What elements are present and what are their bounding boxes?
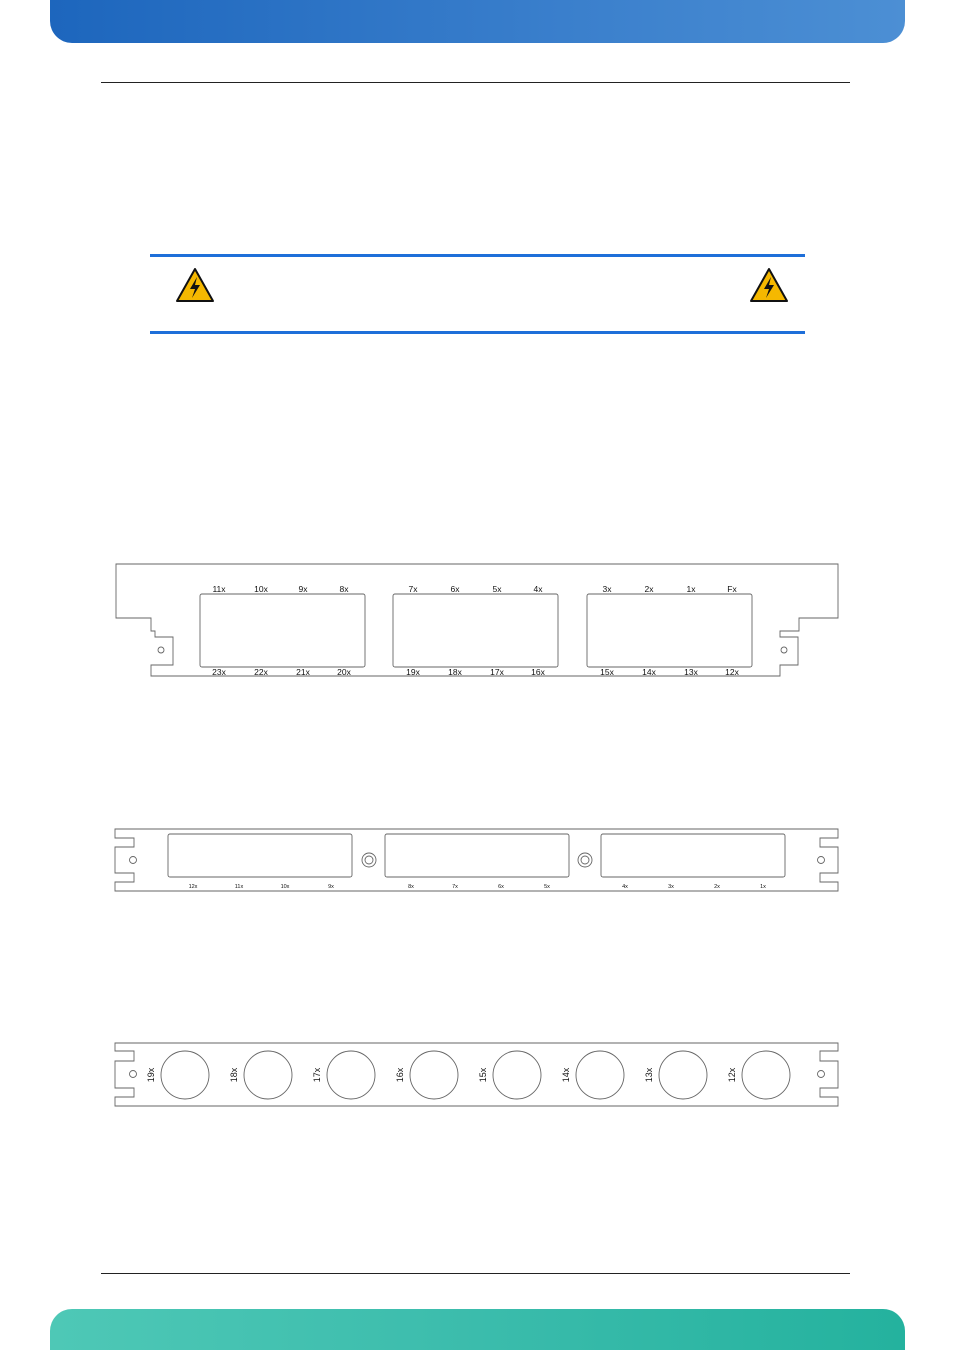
port-label: 14x — [642, 667, 656, 677]
port-label: 21x — [296, 667, 310, 677]
port-label: Fx — [727, 584, 737, 594]
panel-b-outline — [115, 829, 838, 891]
screw-hole-inner — [365, 856, 373, 864]
port-label: 2x — [714, 884, 720, 890]
panel-b — [115, 829, 838, 891]
port-label: 2x — [644, 584, 654, 594]
port-label: 5x — [544, 884, 550, 890]
round-connector-cutout — [659, 1051, 707, 1099]
round-connector-cutout — [244, 1051, 292, 1099]
port-label: 12x — [727, 1067, 737, 1083]
port-label: 8x — [408, 884, 414, 890]
port-label: 20x — [337, 667, 351, 677]
connector-cutout — [587, 594, 752, 667]
port-label: 9x — [328, 884, 334, 890]
port-label: 11x — [234, 884, 244, 890]
panel-a — [116, 564, 838, 677]
port-label: 7x — [452, 884, 458, 890]
connector-cutout — [200, 594, 365, 667]
panel-c — [115, 1043, 838, 1106]
connector-cutout — [601, 834, 785, 877]
port-label: 5x — [492, 584, 502, 594]
port-label: 10x — [254, 584, 268, 594]
round-connector-cutout — [410, 1051, 458, 1099]
port-label: 3x — [602, 584, 612, 594]
port-label: 12x — [725, 667, 739, 677]
mounting-hole — [818, 1071, 825, 1078]
port-label: 23x — [212, 667, 226, 677]
port-label: 13x — [684, 667, 698, 677]
connector-cutout — [168, 834, 352, 877]
port-label: 18x — [448, 667, 462, 677]
connector-cutout — [393, 594, 558, 667]
panel-c-ports — [146, 1051, 790, 1099]
port-label: 6x — [450, 584, 460, 594]
round-connector-cutout — [742, 1051, 790, 1099]
port-label: 4x — [622, 884, 628, 890]
port-label: 16x — [531, 667, 545, 677]
mounting-hole — [130, 1071, 137, 1078]
screw-hole-inner — [581, 856, 589, 864]
port-label: 1x — [686, 584, 696, 594]
footer-rule — [101, 1273, 850, 1274]
port-label: 6x — [498, 884, 504, 890]
screw-hole — [362, 853, 376, 867]
panel-a-top-labels — [212, 584, 737, 594]
connector-cutout — [385, 834, 569, 877]
port-label: 18x — [229, 1067, 239, 1083]
port-label: 16x — [395, 1067, 405, 1083]
mounting-hole — [158, 647, 164, 653]
panel-a-bottom-labels — [212, 667, 739, 677]
mounting-hole — [781, 647, 787, 653]
port-label: 7x — [408, 584, 418, 594]
port-label: 11x — [212, 584, 226, 594]
port-label: 1x — [760, 884, 766, 890]
screw-hole — [578, 853, 592, 867]
port-label: 14x — [561, 1067, 571, 1083]
port-label: 15x — [600, 667, 614, 677]
port-label: 17x — [312, 1067, 322, 1083]
port-label: 9x — [298, 584, 308, 594]
port-label: 4x — [533, 584, 543, 594]
port-label: 17x — [490, 667, 504, 677]
port-label: 8x — [339, 584, 349, 594]
port-label: 19x — [146, 1067, 156, 1083]
round-connector-cutout — [161, 1051, 209, 1099]
panel-a-outline — [116, 564, 838, 676]
round-connector-cutout — [576, 1051, 624, 1099]
mounting-hole — [130, 857, 137, 864]
round-connector-cutout — [327, 1051, 375, 1099]
port-label: 3x — [668, 884, 674, 890]
port-label: 19x — [406, 667, 420, 677]
round-connector-cutout — [493, 1051, 541, 1099]
panel-b-labels — [189, 884, 767, 890]
mounting-hole — [818, 857, 825, 864]
port-label: 12x — [188, 884, 198, 890]
port-label: 15x — [478, 1067, 488, 1083]
port-label: 10x — [280, 884, 290, 890]
port-label: 13x — [644, 1067, 654, 1083]
port-label: 22x — [254, 667, 268, 677]
footer-band — [50, 1309, 905, 1350]
